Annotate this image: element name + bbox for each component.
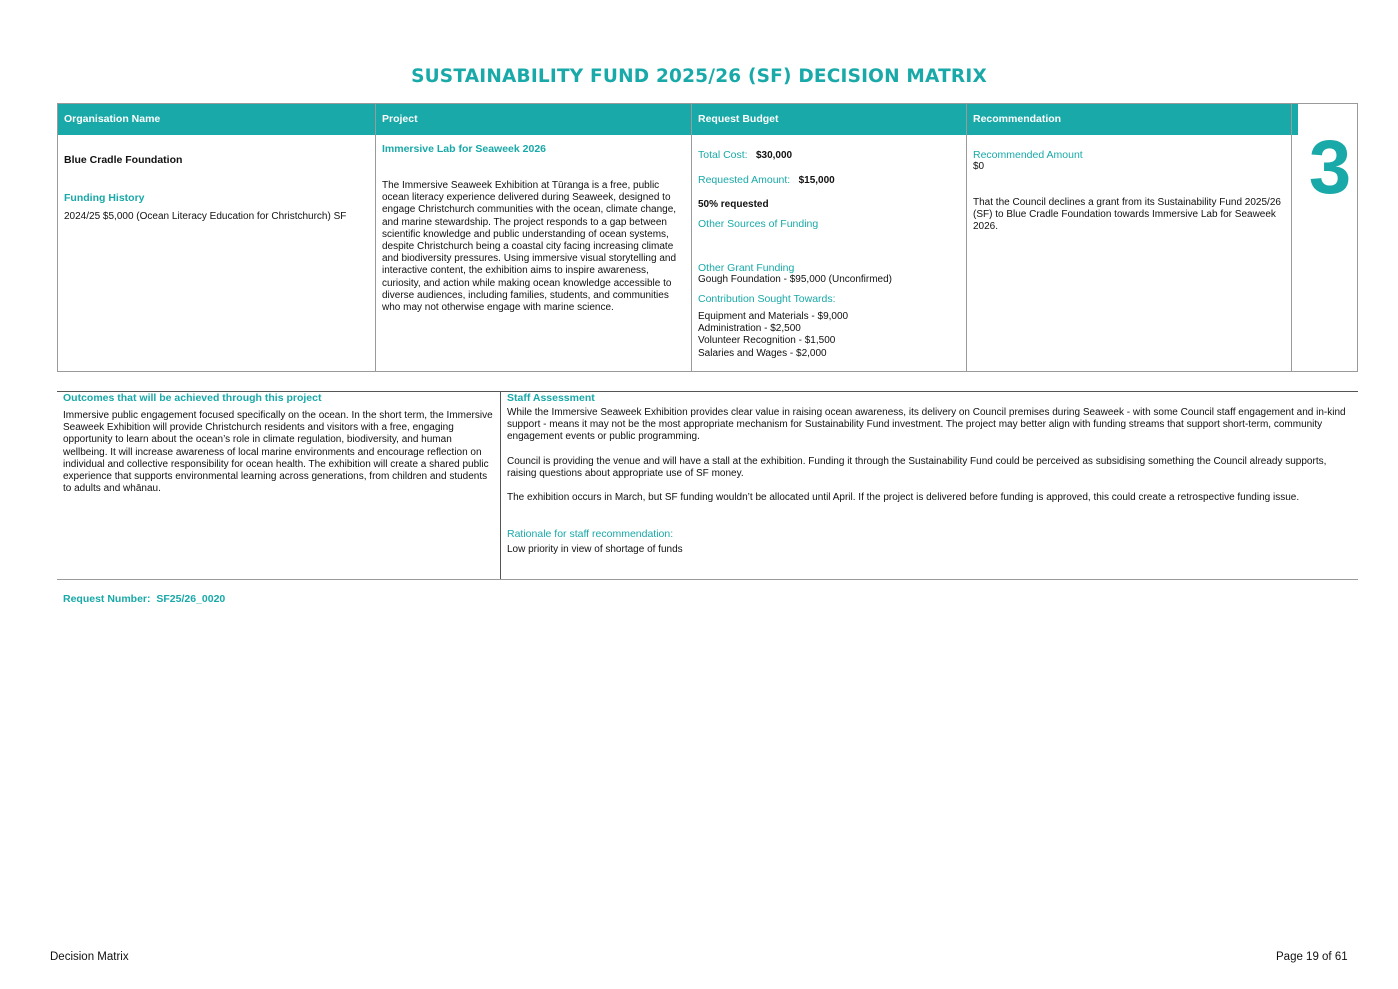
recommended-amount-value: $0 [973, 161, 985, 172]
header-organisation: Organisation Name [58, 104, 382, 135]
column-divider [691, 104, 692, 371]
other-grant-label: Other Grant Funding [698, 262, 795, 274]
rationale-label-text: Rationale for staff recommendation: [507, 528, 674, 540]
project-description: The Immersive Seaweek Exhibition at Tūranga is a free, public ocean literacy experience delivered during Seaweek, designed to engage Christchurch communities with the ocean, climate change, and marine stewardship. The project responds to a gap between scientific knowledge and public understanding of ocean systems, despite Christchurch being a coastal city facing increasing climate and biodiversity pressures. Using immersive visual storytelling and interactive content, the exhibition aims to inspire awareness, curiosity, and action while making ocean knowledge accessible to diverse audiences, including families, students, and communities who may not otherwise engage with marine science. [382, 180, 677, 314]
project-title: Immersive Lab for Seaweek 2026 [382, 143, 547, 155]
total-cost [698, 149, 792, 162]
column-divider [966, 104, 967, 371]
staff-assessment-paragraph: The exhibition occurs in March, but SF funding wouldn’t be allocated until April. If the project is delivered before funding is approved, this could create a retrospective funding issue. [507, 492, 1300, 504]
recommendation-text: That the Council declines a grant from its Sustainability Fund 2025/26 (SF) to Blue Cradle Foundation towards Immersive Lab for Seaweek 2026. [973, 197, 1281, 233]
contribution-label: Contribution Sought Towards: [698, 293, 836, 305]
requested-amount-value: $15,000 [798, 175, 835, 186]
column-divider [375, 104, 376, 371]
outcomes-text: Immersive public engagement focused specifically on the ocean. In the short term, the Immersive Seaweek Exhibition will provide Christchurch residents and visitors with a free, engaging opportunity to learn about the ocean’s role in climate regulation, biodiversity, and human wellbeing. It will increase awareness of local marine environments and encourage reflection on individual and collective responsibility for ocean health. The exhibition will create a shared public experience that supports environmental learning across generations, from children and students to adults and whānau. [63, 410, 493, 495]
contribution-item: Equipment and Materials - $9,000 [698, 311, 849, 322]
staff-assessment-body [507, 407, 1352, 516]
rationale-text: Low priority in view of shortage of funds [507, 544, 683, 555]
funding-history-label: Funding History [64, 192, 145, 204]
rationale-label [507, 528, 673, 540]
section-divider [57, 579, 1358, 580]
footer-page-number: Page 19 of 61 [1276, 951, 1348, 963]
staff-assessment-paragraph: Council is providing the venue and will have a stall at the exhibition. Funding it through the Sustainability Fund could be perceived as subsidising something the Council already supports, raising questions about appropriate use of SF money. [507, 455, 1327, 479]
contribution-item: Administration - $2,500 [698, 323, 801, 335]
funding-history-value: 2024/25 $5,000 (Ocean Literacy Education for Christchurch) SF [64, 211, 347, 222]
contribution-list [698, 311, 848, 360]
header-recommendation: Recommendation [967, 104, 1298, 135]
request-number-value: SF25/26_0020 [156, 593, 226, 605]
requested-amount [698, 174, 835, 187]
header-project: Project [376, 104, 698, 135]
column-divider [1291, 104, 1292, 371]
other-sources-label: Other Sources of Funding [698, 218, 819, 230]
contribution-item: Salaries and Wages - $2,000 [698, 347, 827, 359]
page-title: SUSTAINABILITY FUND 2025/26 (SF) DECISION MATRIX [411, 66, 987, 87]
staff-assessment-label: Staff Assessment [507, 392, 595, 404]
recommended-amount-label: Recommended Amount [973, 149, 1083, 161]
percent-requested: 50% requested [698, 199, 769, 210]
section-column-divider [500, 391, 501, 580]
footer-left: Decision Matrix [50, 951, 129, 963]
request-number [63, 593, 225, 605]
priority-number: 3 [1308, 125, 1352, 210]
organisation-name: Blue Cradle Foundation [64, 154, 183, 166]
header-budget: Request Budget [692, 104, 973, 135]
request-number-label: Request Number: [63, 593, 151, 605]
staff-assessment-paragraph: While the Immersive Seaweek Exhibition provides clear value in raising ocean awareness, its delivery on Council premises during Seaweek - with some Council staff engagement and in-kind support - means it may not be the most appropriate mechanism for Sustainability Fund investment. The project may better align with funding streams that support short-term, community engagement events or public programming. [507, 407, 1346, 443]
decision-table [57, 103, 1358, 372]
total-cost-label: Total Cost: [698, 149, 748, 161]
contribution-item: Volunteer Recognition - $1,500 [698, 335, 836, 347]
other-grant-value: Gough Foundation - $95,000 (Unconfirmed) [698, 274, 893, 285]
total-cost-value: $30,000 [755, 150, 793, 161]
outcomes-label: Outcomes that will be achieved through this project [63, 392, 322, 404]
requested-amount-label: Requested Amount: [698, 174, 791, 186]
